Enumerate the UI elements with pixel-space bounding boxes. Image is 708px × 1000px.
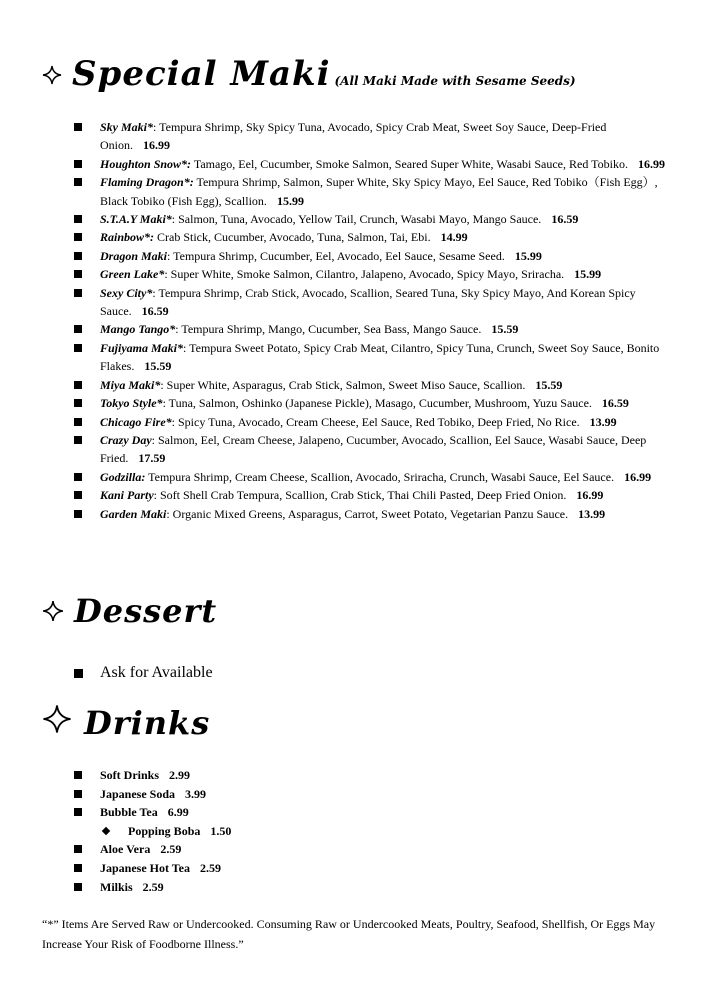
square-bullet-icon [74,845,82,853]
drinks-title: Drinks [84,704,211,742]
maki-name: Green Lake* [100,267,165,282]
drink-price: 2.99 [169,768,191,782]
list-item [70,320,670,338]
maki-description: : Tempura Sweet Potato, Spicy Crab Meat, Cilantro, Spicy Tuna, Crunch, Sweet Soy Sauce, Bonito Flakes. [100,340,660,374]
square-bullet-icon [74,883,82,891]
square-bullet-icon [74,771,82,779]
maki-description: : Tempura Shrimp, Sky Spicy Tuna, Avocado, Spicy Crab Meat, Sweet Soy Sauce, Deep-Fried Onion. [100,120,607,153]
square-bullet-icon [74,123,82,131]
drink-price: 2.59 [200,860,222,875]
drink-name: Milkis [100,879,133,894]
list-item [70,394,670,412]
maki-price: 16.99 [637,156,665,171]
list-item [70,155,670,173]
maki-price: 15.59 [144,359,172,374]
maki-description: Crab Stick, Cucumber, Avocado, Tuna, Salmon, Tai, Ebi. [154,230,431,245]
list-item [70,662,213,684]
maki-description: Tempura Shrimp, Cream Cheese, Scallion, Avocado, Sriracha, Crunch, Wasabi Sauce, Eel Sauce. [145,469,615,484]
maki-name: Sexy City* [100,285,153,300]
sparkle-icon [42,65,62,85]
maki-price: 15.99 [574,267,602,282]
list-item [70,878,231,897]
maki-price: 15.59 [535,377,563,392]
square-bullet-icon [74,215,82,223]
square-bullet-icon [74,289,82,297]
maki-price: 16.99 [576,488,604,503]
special-maki-subtitle: (All Maki Made with Sesame Seeds) [334,74,576,88]
list-item [70,486,670,504]
maki-price: 16.59 [601,396,629,411]
drink-price: 1.50 [210,823,232,838]
square-bullet-icon [74,436,82,444]
square-bullet-icon [74,418,82,426]
maki-name: Rainbow*: [100,230,155,245]
square-bullet-icon [74,491,82,499]
maki-name: Chicago Fire* [100,414,172,429]
maki-description: Tamago, Eel, Cucumber, Smoke Salmon, Seared Super White, Wasabi Sauce, Red Tobiko. [191,156,628,171]
drink-price: 6.99 [167,805,189,820]
maki-price: 14.99 [440,230,468,245]
drink-name: Japanese Hot Tea [100,860,191,875]
square-bullet-icon [74,473,82,481]
list-item [70,840,231,859]
square-bullet-icon [74,808,82,816]
list-item [70,766,231,785]
drinks-header [42,704,210,742]
maki-description: Tempura Shrimp, Salmon, Super White, Sky Spicy Mayo, Eel Sauce, Red Tobiko（Fish Egg）, Black Tobiko (Fish Egg), Scallion. [100,175,658,208]
maki-name: Miya Maki* [100,377,161,392]
list-item [70,413,670,431]
list-item [70,339,670,376]
sparkle-icon [42,704,72,734]
dessert-header [42,592,217,630]
list-item [70,431,670,468]
maki-description: : Salmon, Tuna, Avocado, Yellow Tail, Crunch, Wasabi Mayo, Mango Sauce. [171,212,542,227]
square-bullet-icon [74,233,82,241]
list-item [70,505,670,523]
maki-description: : Organic Mixed Greens, Asparagus, Carrot, Sweet Potato, Vegetarian Panzu Sauce. [166,506,569,521]
drink-name: Bubble Tea [100,805,158,820]
square-bullet-icon [74,160,82,168]
maki-name: Dragon Maki [100,248,168,263]
drink-name: Aloe Vera [100,842,151,857]
list-item [70,859,231,878]
maki-price: 16.59 [141,304,169,319]
square-bullet-icon [74,381,82,389]
maki-name: Garden Maki [100,506,167,521]
list-item [70,284,670,321]
maki-name: Kani Party [100,488,154,503]
dessert-list [70,662,213,684]
maki-name: Flaming Dragon*: [100,175,194,190]
list-item [70,265,670,283]
maki-description: : Tempura Shrimp, Mango, Cucumber, Sea Bass, Mango Sauce. [175,322,482,337]
drink-price: 2.59 [142,879,164,894]
maki-name: Crazy Day [100,432,152,447]
maki-name: Houghton Snow*: [100,156,192,171]
dessert-title: Dessert [74,592,218,630]
square-bullet-icon [74,325,82,333]
maki-price: 13.99 [578,506,606,521]
square-bullet-icon [74,178,82,186]
dessert-text: Ask for Available [100,664,213,681]
list-item [70,468,670,486]
maki-description: : Super White, Asparagus, Crab Stick, Salmon, Sweet Miso Sauce, Scallion. [160,377,526,392]
maki-name: Mango Tango* [100,322,176,337]
list-item [70,173,670,210]
maki-description: : Soft Shell Crab Tempura, Scallion, Crab Stick, Thai Chili Pasted, Deep Fried Onion. [153,488,567,503]
maki-price: 16.59 [551,212,579,227]
square-bullet-icon [74,864,82,872]
list-item [70,803,231,822]
maki-name: Godzilla: [100,469,146,484]
list-item [70,210,670,228]
maki-price: 16.99 [143,138,170,153]
drink-name: Soft Drinks [100,768,160,782]
maki-price: 15.59 [491,322,519,337]
maki-description: : Spicy Tuna, Avocado, Cream Cheese, Eel Sauce, Red Tobiko, Deep Fried, No Rice. [171,414,580,429]
maki-name: Sky Maki* [100,120,154,134]
maki-name: Tokyo Style* [100,396,163,411]
list-item [70,376,670,394]
special-maki-header [42,54,576,94]
maki-description: : Tempura Shrimp, Crab Stick, Avocado, Scallion, Seared Tuna, Sky Spicy Mayo, And Korean Spicy Sauce. [100,285,636,319]
list-item [70,228,670,246]
maki-price: 15.99 [276,193,304,208]
special-maki-title: Special Maki [72,54,331,94]
square-bullet-icon [74,252,82,260]
maki-price: 15.99 [514,248,542,263]
maki-name: Fujiyama Maki* [100,340,184,355]
raw-food-footnote: “*” Items Are Served Raw or Undercooked. Consuming Raw or Undercooked Meats, Poultry, Seafood, Shellfish, Or Eggs May Increase Your Risk of Foodborne Illness.” [42,917,656,951]
square-bullet-icon [74,669,83,678]
square-bullet-icon [74,344,82,352]
square-bullet-icon [74,270,82,278]
maki-description: : Tempura Shrimp, Cucumber, Eel, Avocado, Eel Sauce, Sesame Seed. [167,248,505,263]
list-item [70,822,231,841]
maki-name: S.T.A.Y Maki* [100,212,172,227]
drink-name: Japanese Soda [100,786,176,801]
maki-price: 13.99 [589,414,617,429]
diamond-bullet-icon [102,827,110,835]
maki-description: : Super White, Smoke Salmon, Cilantro, Jalapeno, Avocado, Spicy Mayo, Sriracha. [164,267,565,282]
maki-price: 17.59 [138,451,166,466]
drink-name: Popping Boba [128,823,201,838]
maki-description: : Tuna, Salmon, Oshinko (Japanese Pickle), Masago, Cucumber, Mushroom, Yuzu Sauce. [162,396,592,411]
drinks-list [70,766,231,896]
list-item [70,247,670,265]
maki-description: : Salmon, Eel, Cream Cheese, Jalapeno, Cucumber, Avocado, Scallion, Eel Sauce, Wasabi Sauce, Deep Fried. [100,432,647,466]
square-bullet-icon [74,510,82,518]
maki-price: 16.99 [624,469,652,484]
list-item [70,785,231,804]
square-bullet-icon [74,790,82,798]
drink-price: 2.59 [160,842,182,857]
list-item [70,118,670,155]
sparkle-icon [42,600,64,622]
drink-price: 3.99 [185,786,207,801]
square-bullet-icon [74,399,82,407]
special-maki-list [70,118,670,523]
